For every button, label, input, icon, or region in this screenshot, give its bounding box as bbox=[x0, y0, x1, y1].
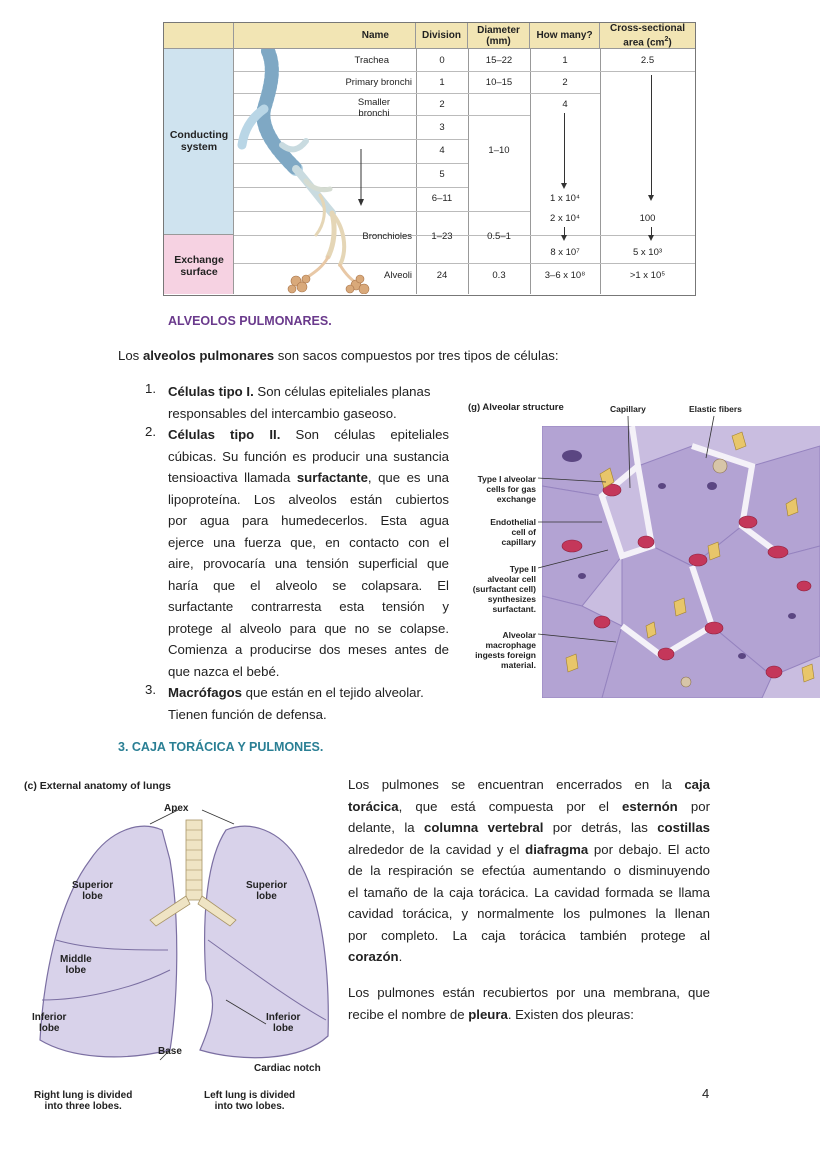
label-capillary: Capillary bbox=[610, 404, 646, 414]
row-smaller-count: 4 bbox=[562, 99, 568, 110]
conducting-system-label: Conducting system bbox=[169, 129, 229, 153]
row-alveoli-name: Alveoli bbox=[384, 270, 412, 281]
row-trachea-division: 0 bbox=[439, 55, 445, 66]
label-inferior-lobe-right: Inferior lobe bbox=[32, 1012, 67, 1034]
header-name: Name bbox=[234, 23, 416, 49]
header-diameter: Diameter (mm) bbox=[468, 23, 530, 49]
caption-right-lung: Right lung is divided into three lobes. bbox=[34, 1090, 133, 1112]
row-smaller-name: Smaller bronchi bbox=[357, 97, 391, 119]
label-apex: Apex bbox=[164, 803, 189, 814]
paragraph-caja-toracica: Los pulmones se encuentran encerrados en la caja torácica, que está compuesta por el esternón por delante, la columna vertebral por detrás, las costillas alrededor de la cavidad y el diafragma por debajo. El acto de la respiración se efectúa aumentando o disminuyendo el tamaño de la caja torácica. La cavidad formada se llama cavidad torácica, y normalmente los pulmones la llenan por completo. La caja torácica también protege al corazón. bbox=[348, 777, 710, 964]
paragraph-pleura: Los pulmones están recubiertos por una membrana, que recibe el nombre de pleura. Existen dos pleuras: bbox=[348, 985, 710, 1022]
lungs-figure bbox=[20, 778, 340, 1123]
count-arrow bbox=[564, 113, 565, 183]
row-bronchioles-count-top: 2 x 10⁴ bbox=[550, 213, 580, 224]
row-bronchioles-area-top: 100 bbox=[639, 213, 656, 224]
row-primary-count: 2 bbox=[562, 77, 568, 88]
label-middle-lobe: Middle lobe bbox=[60, 954, 92, 976]
label-base: Base bbox=[158, 1046, 182, 1057]
row-d6-count: 1 x 10⁴ bbox=[550, 193, 580, 204]
label-type2-alveolar: Type II alveolar cell (surfactant cell) synthesizes surfactant. bbox=[472, 564, 536, 614]
list-item-macrofagos: Macrófagos que están en el tejido alveolar. Tienen función de defensa. bbox=[168, 685, 424, 722]
header-cross-section: Cross-sectional area $(cm^2)$ bbox=[600, 23, 695, 49]
row-primary-diameter: 10–15 bbox=[485, 77, 513, 88]
row-smaller-division: 2 bbox=[439, 99, 445, 110]
row-trachea-name: Trachea bbox=[354, 55, 389, 66]
airway-table bbox=[163, 22, 696, 296]
row-trachea-count: 1 bbox=[562, 55, 568, 66]
row-d6-division: 6–11 bbox=[431, 193, 453, 204]
row-d3-division: 3 bbox=[439, 122, 445, 133]
row-bronchioles-name: Bronchioles bbox=[362, 231, 412, 242]
alveolos-intro: Los alveolos pulmonares son sacos compuestos por tres tipos de células: bbox=[118, 348, 559, 363]
header-division: Division bbox=[416, 23, 468, 49]
row-d5-division: 5 bbox=[439, 169, 445, 180]
label-inferior-lobe-left: Inferior lobe bbox=[266, 1012, 301, 1034]
label-endothelial-cell: Endothelial cell of capillary bbox=[490, 517, 536, 547]
list-number: 2. bbox=[145, 424, 156, 439]
row-bronchioles-count-bottom: 8 x 10⁷ bbox=[550, 247, 580, 258]
section-heading-caja: 3. CAJA TORÁCICA Y PULMONES. bbox=[118, 740, 324, 754]
lungs-figure-title: (c) External anatomy of lungs bbox=[24, 780, 172, 792]
label-superior-lobe-right: Superior lobe bbox=[72, 880, 114, 902]
list-item-type1: Células tipo I. Son células epiteliales planas responsables del intercambio gaseoso. bbox=[168, 384, 431, 421]
row-bronchioles-diameter: 0.5–1 bbox=[487, 231, 511, 242]
label-alveolar-macrophage: Alveolar macrophage ingests foreign material. bbox=[475, 630, 536, 670]
area-arrow bbox=[651, 75, 652, 195]
exchange-surface-label: Exchange surface bbox=[174, 254, 224, 278]
list-item-type2: Células tipo II. Son células epiteliales cúbicas. Su función es producir una sustancia tensioactiva llamada surfactante, que es una lipoproteína. Los alveolos están cubiertos por agua para humedecerlos. Esta agua ejerce una fuerza que, en contacto con el aire, provocaría una tensión superficial que haría que el alveolo se colapsara. El surfactante contrarresta esta tensión y protege al alveolo para que no se colapse. Comienza a producirse dos meses antes de que nazca el bebé. bbox=[168, 427, 449, 679]
row-trachea-area: 2.5 bbox=[640, 55, 655, 66]
row-bronchioles-division: 1–23 bbox=[431, 231, 453, 242]
label-type1-alveolar: Type I alveolar cells for gas exchange bbox=[477, 474, 536, 504]
row-alveoli-count: 3–6 x 10⁸ bbox=[544, 270, 586, 281]
alveolar-structure-figure bbox=[466, 398, 826, 703]
row-bronchioles-area-bottom: 5 x 10³ bbox=[632, 247, 663, 258]
figure-title: (g) Alveolar structure bbox=[468, 402, 564, 413]
list-number: 1. bbox=[145, 381, 156, 396]
figure-leader-lines bbox=[466, 398, 826, 703]
page-number: 4 bbox=[702, 1086, 710, 1101]
row-alveoli-area: >1 x 10⁵ bbox=[629, 270, 666, 281]
row-d4-division: 4 bbox=[439, 145, 445, 156]
caption-left-lung: Left lung is divided into two lobes. bbox=[204, 1090, 296, 1112]
row-trachea-diameter: 15–22 bbox=[485, 55, 513, 66]
label-elastic-fibers: Elastic fibers bbox=[689, 404, 742, 414]
list-number: 3. bbox=[145, 682, 156, 697]
label-cardiac-notch: Cardiac notch bbox=[254, 1063, 321, 1074]
header-how-many: How many? bbox=[530, 23, 600, 49]
section-heading-alveolos: ALVEOLOS PULMONARES. bbox=[168, 314, 332, 328]
row-primary-name: Primary bronchi bbox=[345, 77, 412, 88]
row-d4-diameter: 1–10 bbox=[488, 145, 510, 156]
label-superior-lobe-left: Superior lobe bbox=[246, 880, 288, 902]
row-alveoli-division: 24 bbox=[436, 270, 448, 281]
row-primary-division: 1 bbox=[439, 77, 445, 88]
row-alveoli-diameter: 0.3 bbox=[492, 270, 506, 281]
